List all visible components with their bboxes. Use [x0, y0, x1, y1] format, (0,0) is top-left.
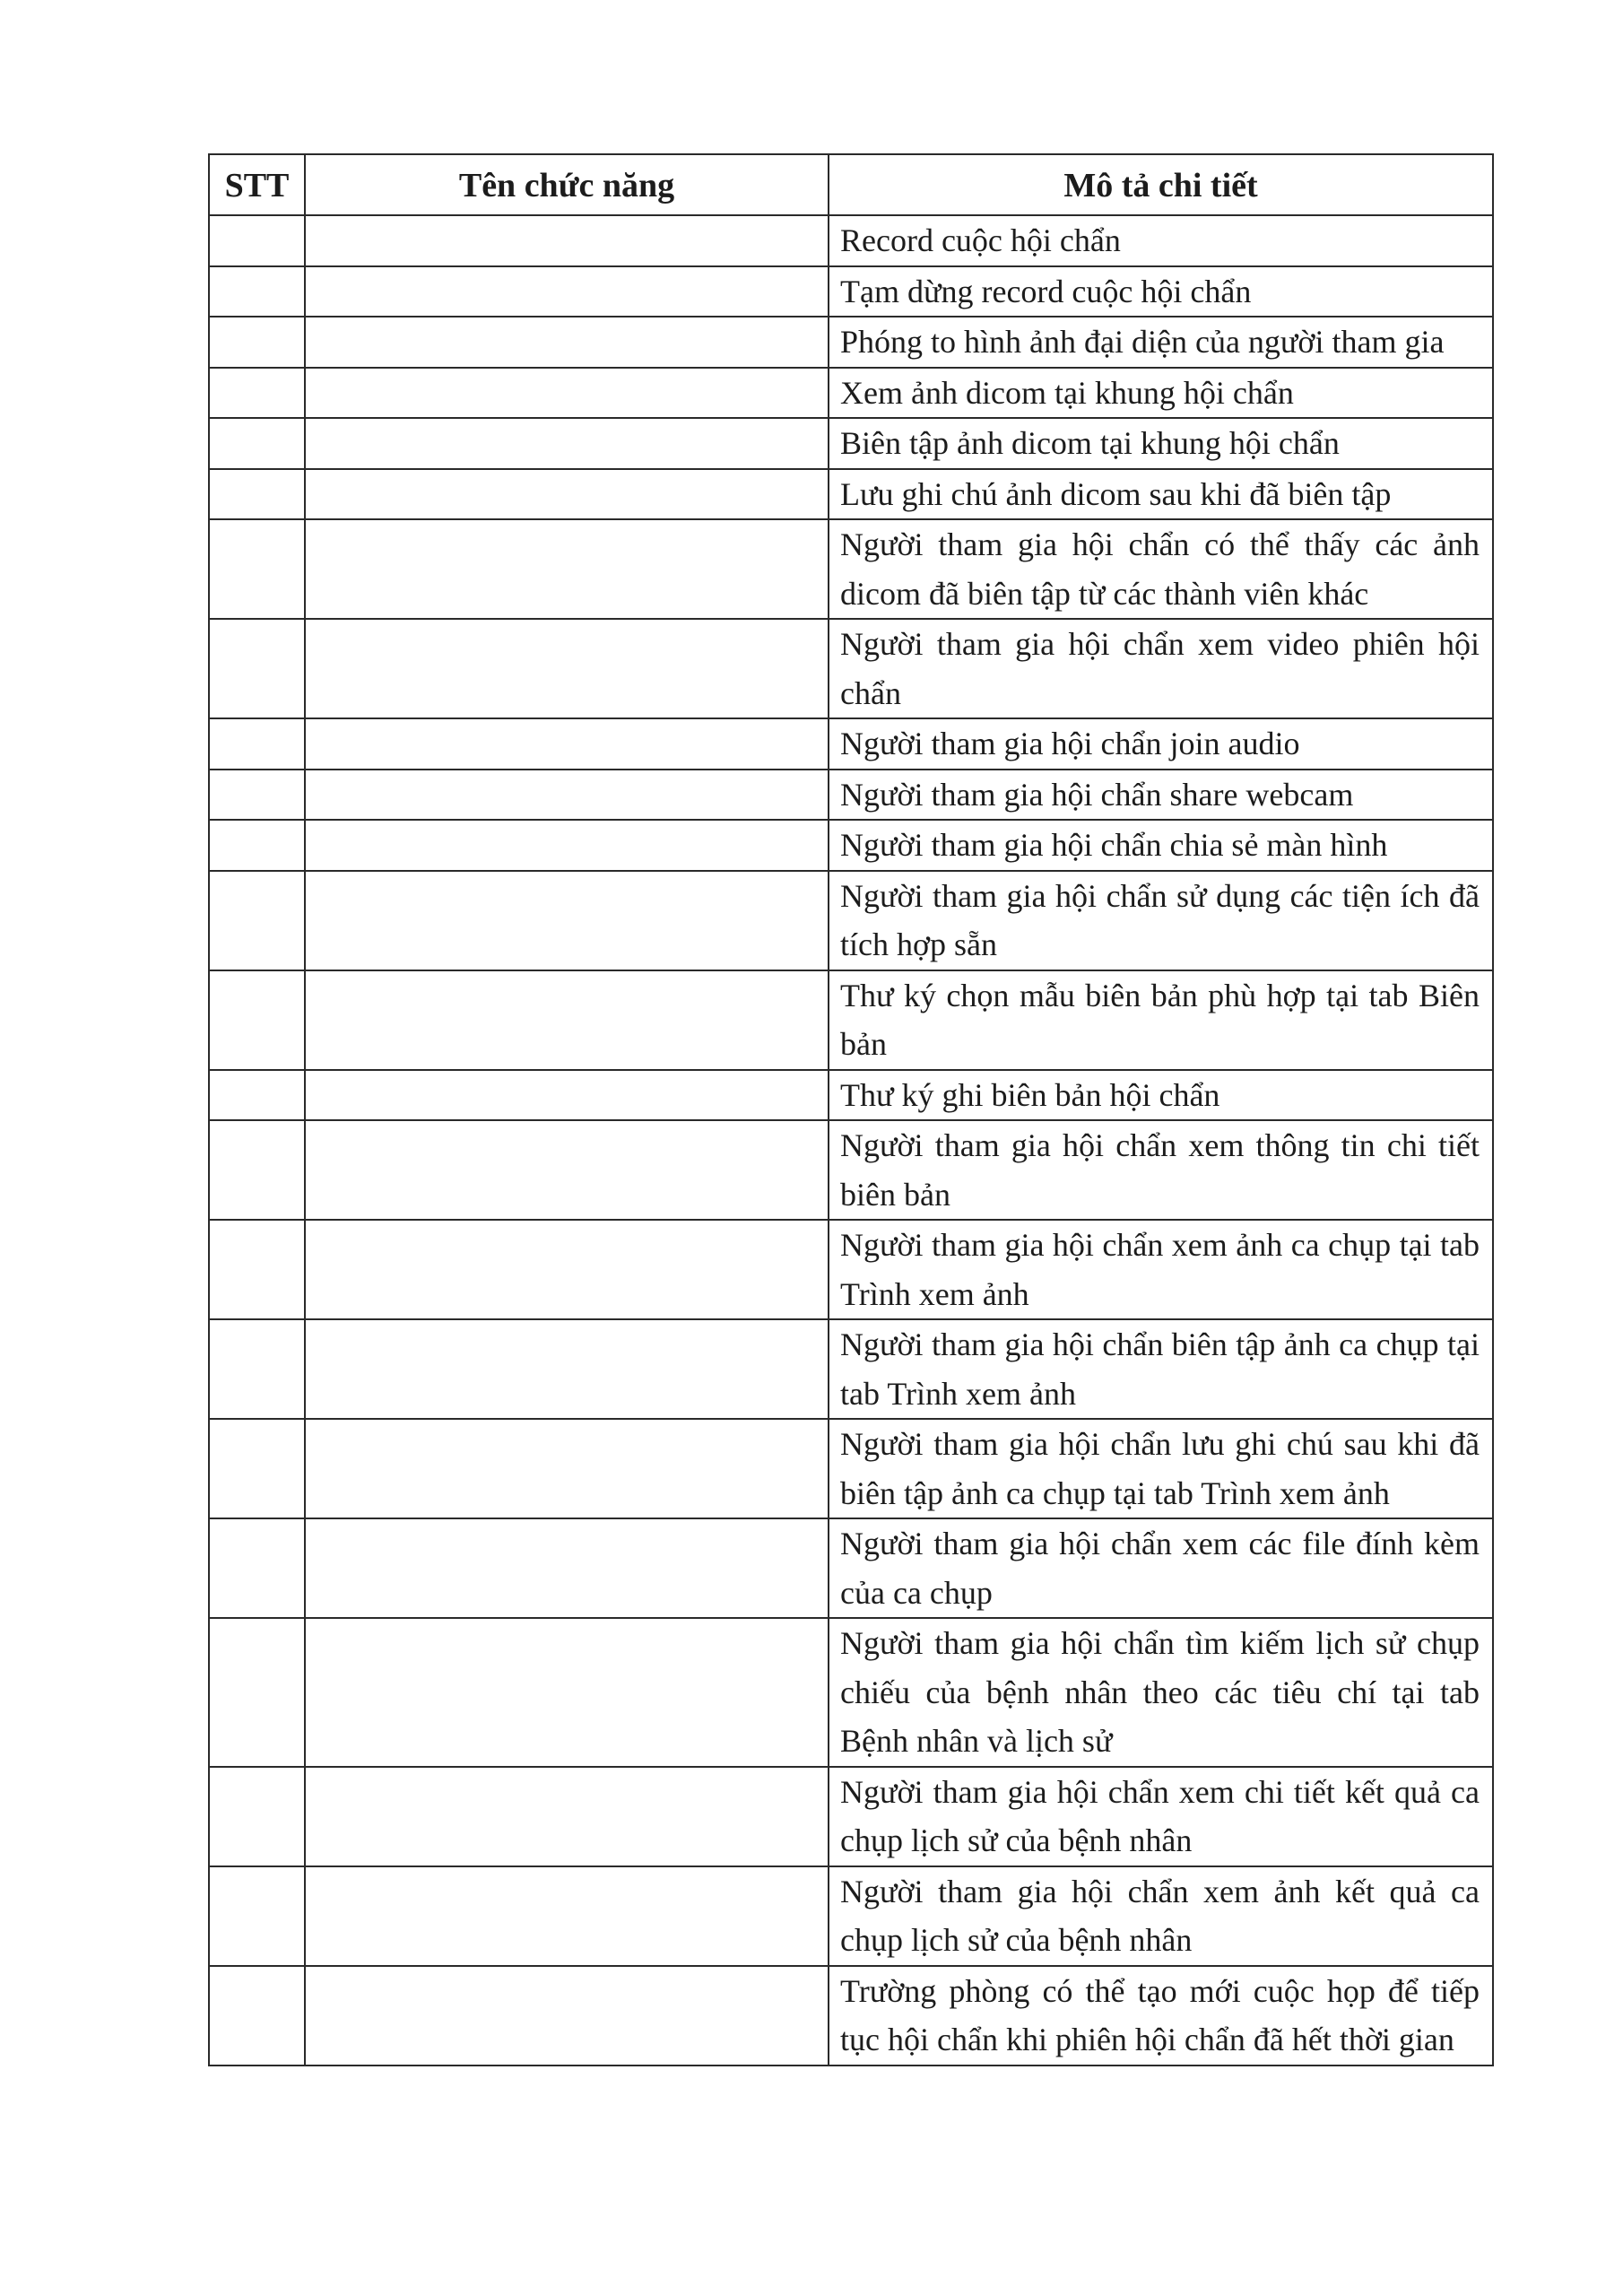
table-row [209, 519, 1493, 619]
stt-cell [209, 1120, 305, 1220]
description-cell: Người tham gia hội chẩn join audio [829, 718, 1493, 770]
description-cell: Người tham gia hội chẩn chia sẻ màn hình [829, 820, 1493, 871]
stt-cell [209, 1518, 305, 1618]
table-row [209, 1618, 1493, 1767]
function-name-cell [305, 519, 829, 619]
stt-cell [209, 1618, 305, 1767]
description-cell: Người tham gia hội chẩn xem các file đính kèm của ca chụp [829, 1518, 1493, 1618]
stt-cell [209, 820, 305, 871]
function-name-cell [305, 1966, 829, 2066]
description-cell: Thư ký chọn mẫu biên bản phù hợp tại tab Biên bản [829, 970, 1493, 1070]
stt-cell [209, 1767, 305, 1866]
description-cell: Người tham gia hội chẩn xem video phiên hội chẩn [829, 619, 1493, 718]
table-row [209, 619, 1493, 718]
table-row [209, 317, 1493, 368]
table-row [209, 718, 1493, 770]
function-name-cell [305, 1319, 829, 1419]
table-row [209, 1966, 1493, 2066]
stt-cell [209, 469, 305, 520]
function-name-cell [305, 469, 829, 520]
table-row [209, 1419, 1493, 1518]
table-row [209, 215, 1493, 266]
table-row [209, 1319, 1493, 1419]
stt-cell [209, 770, 305, 821]
function-name-cell [305, 317, 829, 368]
description-cell: Thư ký ghi biên bản hội chẩn [829, 1070, 1493, 1121]
stt-cell [209, 317, 305, 368]
stt-cell [209, 266, 305, 317]
description-cell: Phóng to hình ảnh đại diện của người tham gia [829, 317, 1493, 368]
description-cell: Người tham gia hội chẩn biên tập ảnh ca chụp tại tab Trình xem ảnh [829, 1319, 1493, 1419]
stt-cell [209, 1220, 305, 1319]
table-row [209, 871, 1493, 970]
function-name-cell [305, 718, 829, 770]
function-name-cell [305, 770, 829, 821]
table-row [209, 469, 1493, 520]
stt-cell [209, 368, 305, 419]
table-row [209, 770, 1493, 821]
function-name-cell [305, 368, 829, 419]
description-cell: Trường phòng có thể tạo mới cuộc họp để tiếp tục hội chẩn khi phiên hội chẩn đã hết thời gian [829, 1966, 1493, 2066]
description-cell: Xem ảnh dicom tại khung hội chẩn [829, 368, 1493, 419]
description-cell: Lưu ghi chú ảnh dicom sau khi đã biên tập [829, 469, 1493, 520]
function-name-cell [305, 215, 829, 266]
table-row [209, 1220, 1493, 1319]
function-name-cell [305, 1419, 829, 1518]
description-cell: Người tham gia hội chẩn share webcam [829, 770, 1493, 821]
description-cell: Người tham gia hội chẩn xem chi tiết kết quả ca chụp lịch sử của bệnh nhân [829, 1767, 1493, 1866]
table-row [209, 368, 1493, 419]
description-cell: Người tham gia hội chẩn sử dụng các tiện ích đã tích hợp sẵn [829, 871, 1493, 970]
stt-cell [209, 519, 305, 619]
table-row [209, 1866, 1493, 1966]
description-cell: Người tham gia hội chẩn có thể thấy các ảnh dicom đã biên tập từ các thành viên khác [829, 519, 1493, 619]
description-cell: Người tham gia hội chẩn xem thông tin chi tiết biên bản [829, 1120, 1493, 1220]
description-cell: Người tham gia hội chẩn lưu ghi chú sau khi đã biên tập ảnh ca chụp tại tab Trình xem ảnh [829, 1419, 1493, 1518]
description-cell: Record cuộc hội chẩn [829, 215, 1493, 266]
stt-cell [209, 1966, 305, 2066]
function-name-cell [305, 619, 829, 718]
stt-cell [209, 871, 305, 970]
function-name-cell [305, 1618, 829, 1767]
table-row [209, 418, 1493, 469]
function-name-cell [305, 418, 829, 469]
description-cell: Người tham gia hội chẩn xem ảnh kết quả ca chụp lịch sử của bệnh nhân [829, 1866, 1493, 1966]
function-name-cell [305, 1120, 829, 1220]
table-row [209, 266, 1493, 317]
function-name-cell [305, 266, 829, 317]
stt-cell [209, 1319, 305, 1419]
stt-cell [209, 619, 305, 718]
stt-cell [209, 718, 305, 770]
stt-cell [209, 1070, 305, 1121]
table-row [209, 1070, 1493, 1121]
stt-cell [209, 418, 305, 469]
table-row [209, 1767, 1493, 1866]
table-row [209, 970, 1493, 1070]
function-table [208, 153, 1494, 2066]
table-row [209, 1518, 1493, 1618]
table-body [209, 215, 1493, 2066]
function-name-cell [305, 1220, 829, 1319]
table-row [209, 820, 1493, 871]
description-cell: Tạm dừng record cuộc hội chẩn [829, 266, 1493, 317]
description-cell: Người tham gia hội chẩn tìm kiếm lịch sử chụp chiếu của bệnh nhân theo các tiêu chí tại tab Bệnh nhân và lịch sử [829, 1618, 1493, 1767]
function-name-cell [305, 1070, 829, 1121]
stt-cell [209, 970, 305, 1070]
function-name-cell [305, 970, 829, 1070]
stt-cell [209, 1419, 305, 1518]
function-name-cell [305, 820, 829, 871]
description-cell: Người tham gia hội chẩn xem ảnh ca chụp tại tab Trình xem ảnh [829, 1220, 1493, 1319]
table-row [209, 1120, 1493, 1220]
function-name-cell [305, 1518, 829, 1618]
description-cell: Biên tập ảnh dicom tại khung hội chẩn [829, 418, 1493, 469]
header-stt: STT [209, 154, 305, 215]
function-name-cell [305, 871, 829, 970]
header-description: Mô tả chi tiết [829, 154, 1493, 215]
stt-cell [209, 1866, 305, 1966]
function-name-cell [305, 1767, 829, 1866]
stt-cell [209, 215, 305, 266]
function-name-cell [305, 1866, 829, 1966]
header-function-name: Tên chức năng [305, 154, 829, 215]
table-header-row [209, 154, 1493, 215]
